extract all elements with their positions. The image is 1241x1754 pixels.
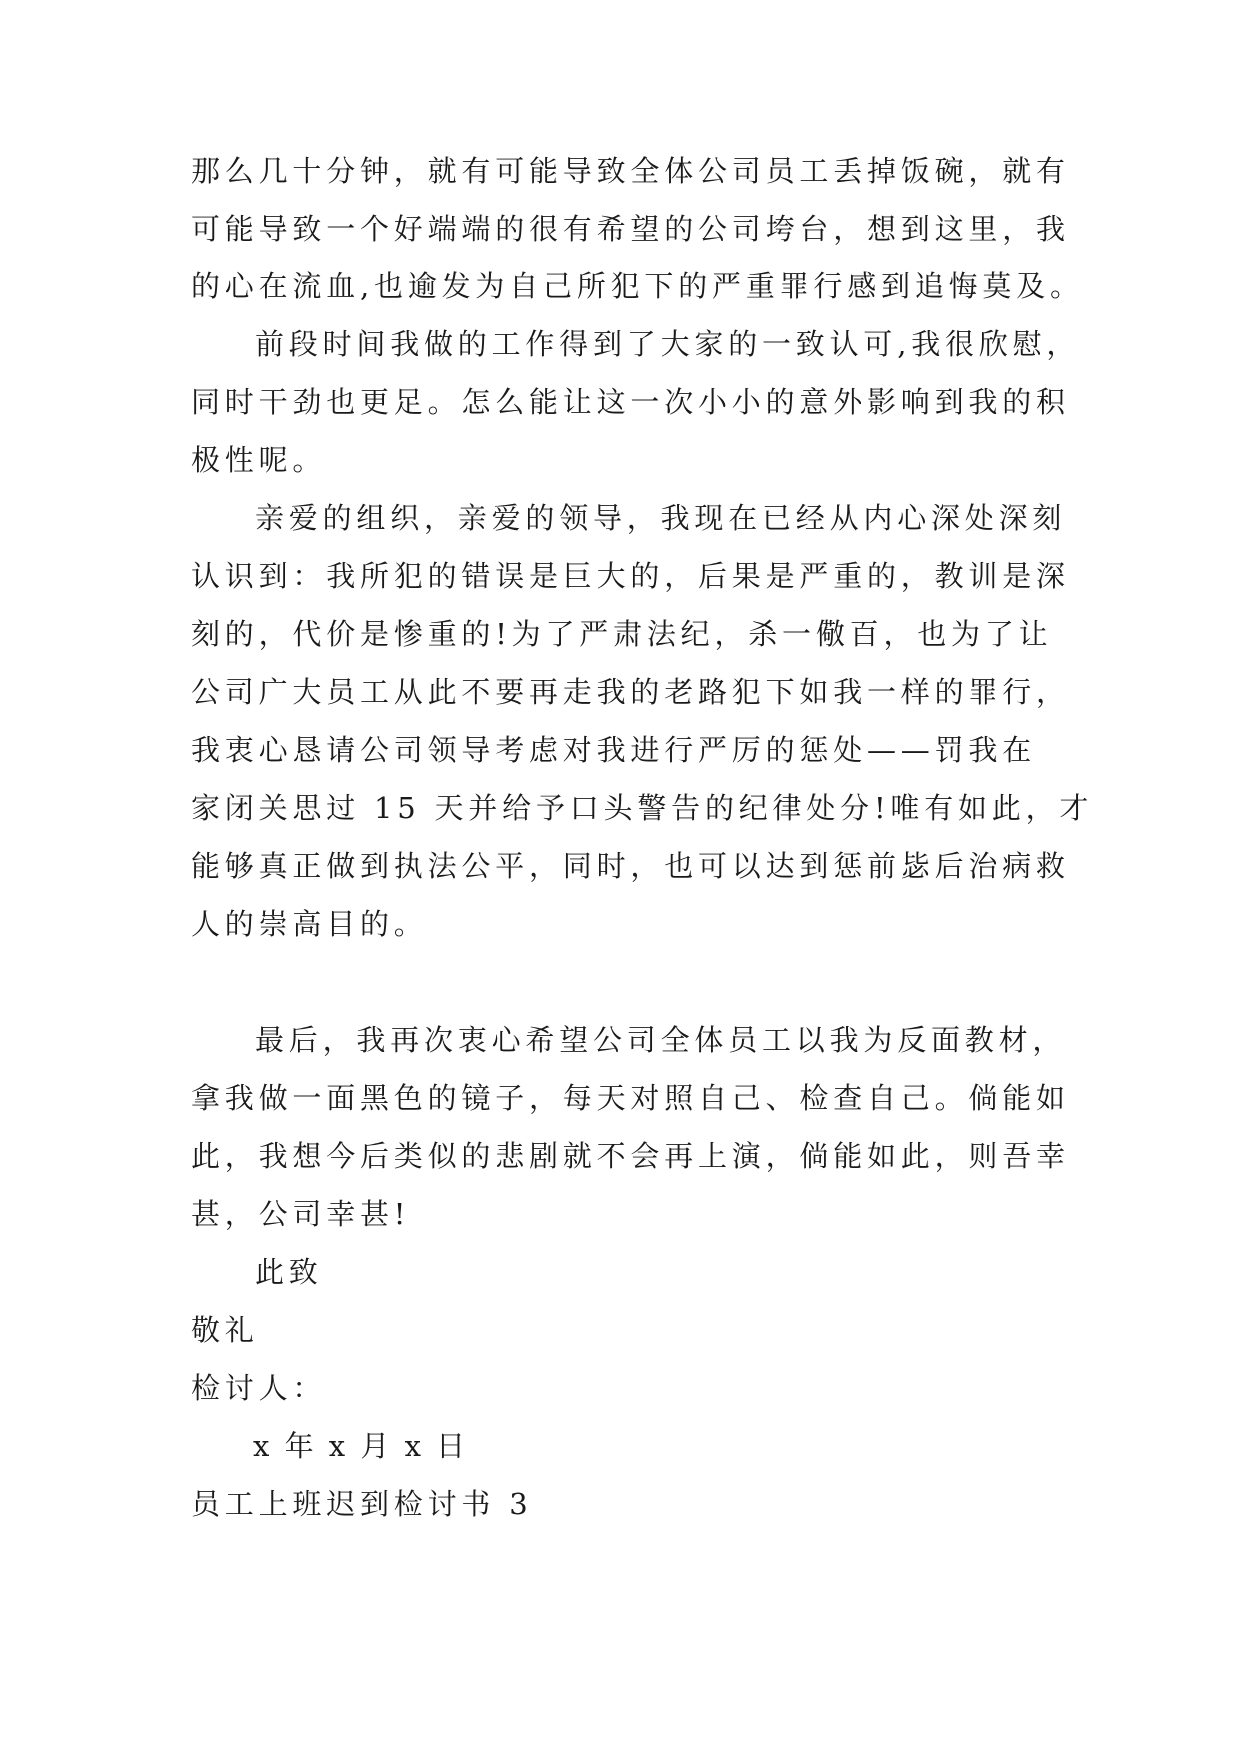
- paragraph-1-line-3: 的心在流血,也逾发为自己所犯下的严重罪行感到追悔莫及。: [191, 269, 1084, 303]
- paragraph-3-line-6: 家闭关思过 15 天并给予口头警告的纪律处分!唯有如此，才: [191, 791, 1094, 825]
- paragraph-3-line-1: 亲爱的组织，亲爱的领导，我现在已经从内心深处深刻: [255, 501, 1067, 535]
- paragraph-2-line-2: 同时干劲也更足。怎么能让这一次小小的意外影响到我的积: [191, 385, 1070, 419]
- date-line: x 年 x 月 x 日: [253, 1429, 469, 1463]
- paragraph-4-line-3: 此，我想今后类似的悲剧就不会再上演，倘能如此，则吾幸: [191, 1139, 1070, 1173]
- paragraph-3-line-4: 公司广大员工从此不要再走我的老路犯下如我一样的罪行，: [191, 675, 1070, 709]
- paragraph-4-line-1: 最后，我再次衷心希望公司全体员工以我为反面教材，: [255, 1023, 1067, 1057]
- paragraph-2-line-1: 前段时间我做的工作得到了大家的一致认可,我很欣慰，: [255, 327, 1081, 361]
- paragraph-4-line-4: 甚，公司幸甚!: [191, 1197, 411, 1231]
- paragraph-2-line-3: 极性呢。: [191, 443, 327, 477]
- paragraph-3-line-2: 认识到：我所犯的错误是巨大的，后果是严重的，教训是深: [191, 559, 1070, 593]
- paragraph-3-line-7: 能够真正做到执法公平，同时，也可以达到惩前毖后治病救: [191, 849, 1070, 883]
- paragraph-4-line-2: 拿我做一面黑色的镜子，每天对照自己、检查自己。倘能如: [191, 1081, 1070, 1115]
- closing-salutation: 此致: [255, 1255, 323, 1289]
- signatory-label: 检讨人：: [191, 1371, 327, 1405]
- paragraph-3-line-3: 刻的，代价是惨重的!为了严肃法纪，杀一儆百，也为了让: [191, 617, 1053, 651]
- paragraph-3-line-5: 我衷心恳请公司领导考虑对我进行严厉的惩处——罚我在: [191, 733, 1037, 767]
- paragraph-3-line-8: 人的崇高目的。: [191, 907, 428, 941]
- paragraph-1-line-2: 可能导致一个好端端的很有希望的公司垮台，想到这里，我: [191, 212, 1070, 246]
- closing-regards: 敬礼: [191, 1313, 259, 1347]
- next-section-title: 员工上班迟到检讨书 3: [191, 1487, 533, 1521]
- paragraph-1-line-1: 那么几十分钟，就有可能导致全体公司员工丢掉饭碗，就有: [191, 154, 1070, 188]
